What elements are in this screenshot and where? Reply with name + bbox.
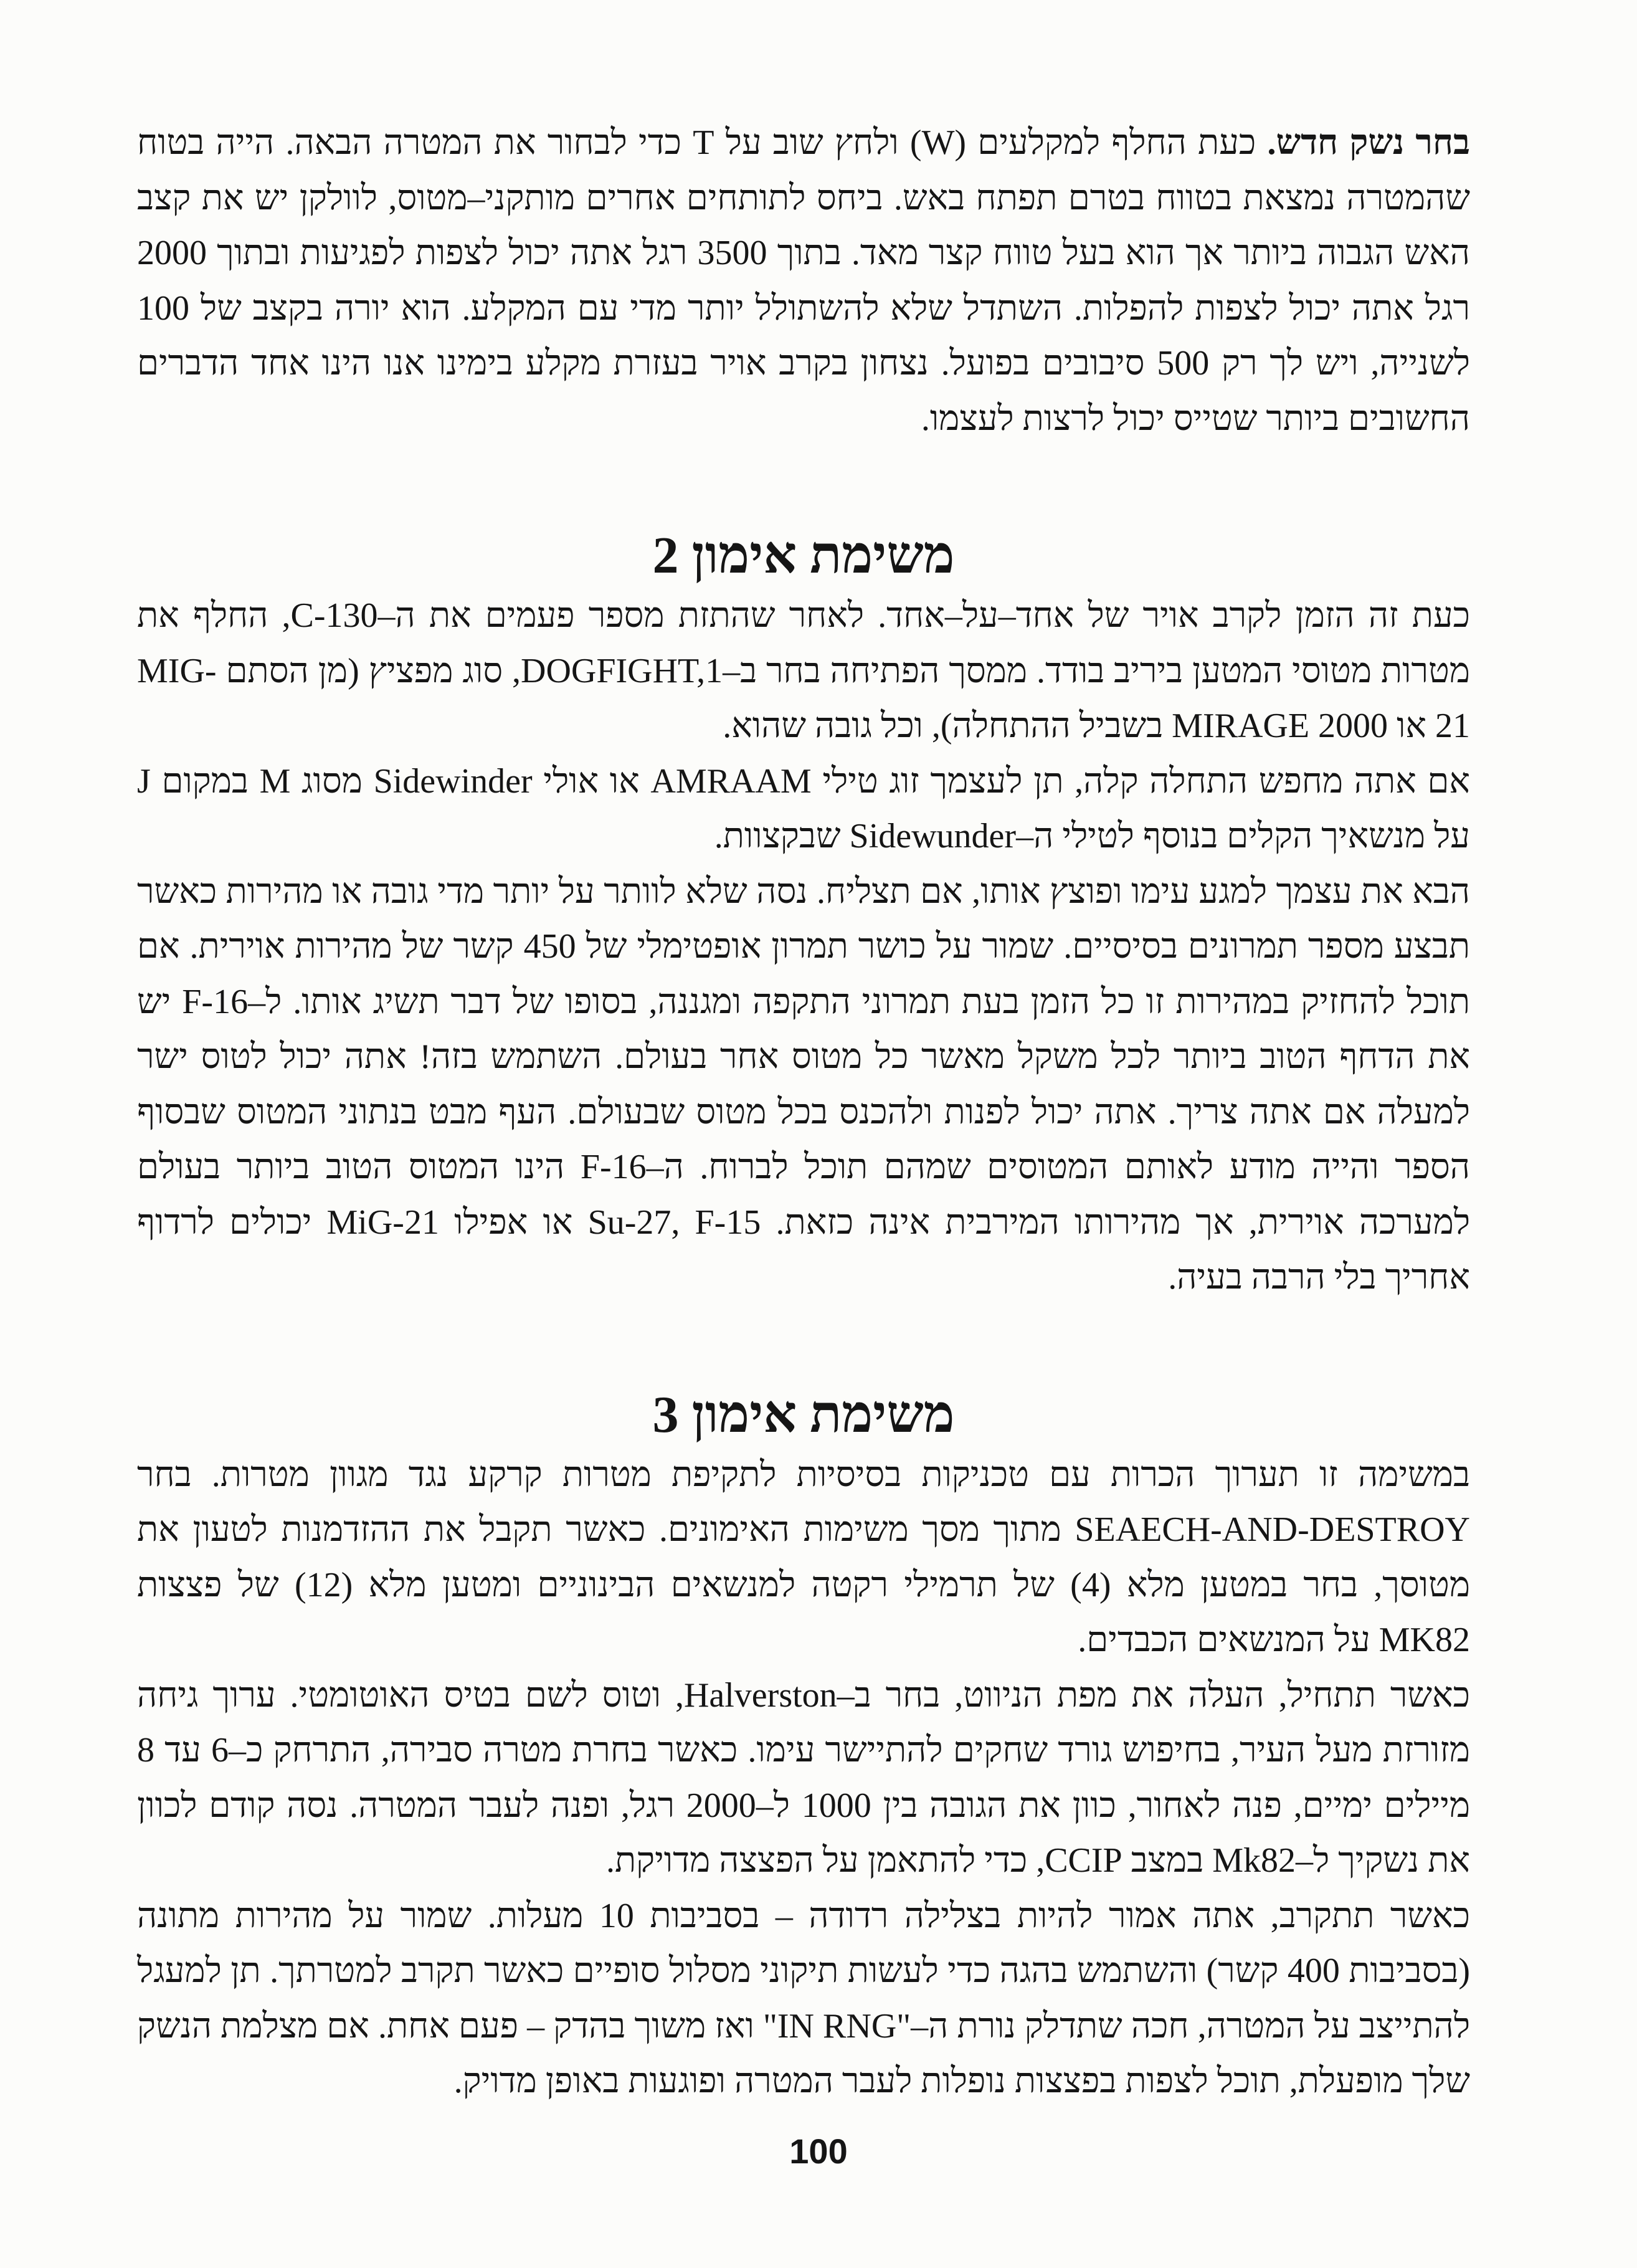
section2-paragraph-2: אם אתה מחפש התחלה קלה, תן לעצמך זוג טילי AMRAAM או אולי Sidewinder מסוג M במקום J על מנשאיך הקלים בנוסף לטילי ה–Sidewunder שבקצוות. bbox=[137, 761, 1470, 855]
section3-paragraph-3: כאשר תתקרב, אתה אמור להיות בצלילה רדודה – בסביבות 10 מעלות. שמור על מהירות מתונה (בסביבות 400 קשר) והשתמש בהגה כדי לעשות תיקוני מסלול סופיים כאשר תקרב למטרתך. תן למעגל להתייצב על המטרה, חכה שתדלק נורת ה–"IN RNG" ואז משוך בהדק – פעם אחת. אם מצלמת הנשק שלך מופעלת, תוכל לצפות בפצצות נופלות לעבר המטרה ופוגעות באופן מדויק. bbox=[137, 1896, 1471, 2100]
section3-heading: משימת אימון 3 bbox=[652, 1385, 955, 1444]
section2-heading: משימת אימון 2 bbox=[652, 526, 955, 584]
section2-paragraph-1: כעת זה הזמן לקרב אויר של אחד–על–אחד. לאחר שהתזת מספר פעמים את ה–C-130, החלף את מטרות מטוסי המטען ביריב בודד. ממסך הפתיחה בחר ב–DOGFIGHT,1, סוג מפציץ (מן הסתם MIG-21 או MIRAGE 2000 בשביל ההתחלה), וכל גובה שהוא. bbox=[137, 596, 1471, 745]
section3-paragraph-1: במשימה זו תערוך הכרות עם טכניקות בסיסיות לתקיפת מטרות קרקע נגד מגוון מטרות. בחר SEAECH-AND-DESTROY מתוך מסך משימות האימונים. כאשר תקבל את ההזדמנות לטעון את מטוסך, בחר במטען מלא (4) של תרמילי רקטה למנשאים הבינוניים ומטען מלא (12) של פצצות MK82 על המנשאים הכבדים. bbox=[137, 1455, 1471, 1659]
section1-lead: בחר נשק חדש. bbox=[1267, 123, 1471, 162]
section1-paragraph bbox=[137, 115, 1470, 446]
section3-paragraph-2: כאשר תתחיל, העלה את מפת הניווט, בחר ב–Halverston, וטוס לשם בטיס האוטומטי. ערוך גיחה מזורזת מעל העיר, בחיפוש גורד שחקים להתיישר עימו. כאשר בחרת מטרה סבירה, התרחק כ–6 עד 8 מיילים ימיים, פנה לאחור, כוון את הגובה בין 1000 ל–2000 רגל, ופנה לעבר המטרה. נסה קודם לכוון את נשקיך ל–Mk82 במצב CCIP, כדי להתאמן על הפצצה מדויקת. bbox=[137, 1675, 1471, 1880]
page-content bbox=[137, 115, 1470, 2109]
section1-text: כעת החלף למקלעים (W) ולחץ שוב על T כדי לבחור את המטרה הבאה. הייה בטוח שהמטרה נמצאת בטווח בטרם תפתח באש. ביחס לתותחים אחרים מותקני–מטוס, לוולקן יש את קצב האש הגבוה ביותר אך הוא בעל טווח קצר מאד. בתוך 3500 רגל אתה יכול לצפות לפגיעות ובתוך 2000 רגל אתה יכול לצפות להפלות. השתדל שלא להשתולל יותר מדי עם המקלע. הוא יורה בקצב של 100 לשנייה, ויש לך רק 500 סיבובים בפועל. נצחון בקרב אויר בעזרת מקלע בימינו אנו הינו אחד הדברים החשובים ביותר שטייס יכול לרצות לעצמו. bbox=[137, 123, 1470, 438]
section2-paragraph-3: הבא את עצמך למגע עימו ופוצץ אותו, אם תצליח. נסה שלא לוותר על יותר מדי גובה או מהירות כאשר תבצע מספר תמרונים בסיסיים. שמור על כושר תמרון אופטימלי של 450 קשר של מהירות אוירית. אם תוכל להחזיק במהירות זו כל הזמן בעת תמרוני התקפה ומגננה, בסופו של דבר תשיג אותו. ל–F-16 יש את הדחף הטוב ביותר לכל משקל מאשר כל מטוס אחר בעולם. השתמש בזה! אתה יכול לטוס ישר למעלה אם אתה צריך. אתה יכול לפנות ולהכנס בכל מטוס שבעולם. העף מבט בנתוני המטוס שבסוף הספר והייה מודע לאותם המטוסים שמהם תוכל לברוח. ה–F-16 הינו המטוס הטוב ביותר בעולם למערכה אוירית, אך מהירותו המירבית אינה כזאת. Su-27, F-15 או אפילו MiG-21 יכולים לרדוף אחריך בלי הרבה בעיה. bbox=[137, 872, 1471, 1297]
page-number: 100 bbox=[789, 2132, 848, 2171]
